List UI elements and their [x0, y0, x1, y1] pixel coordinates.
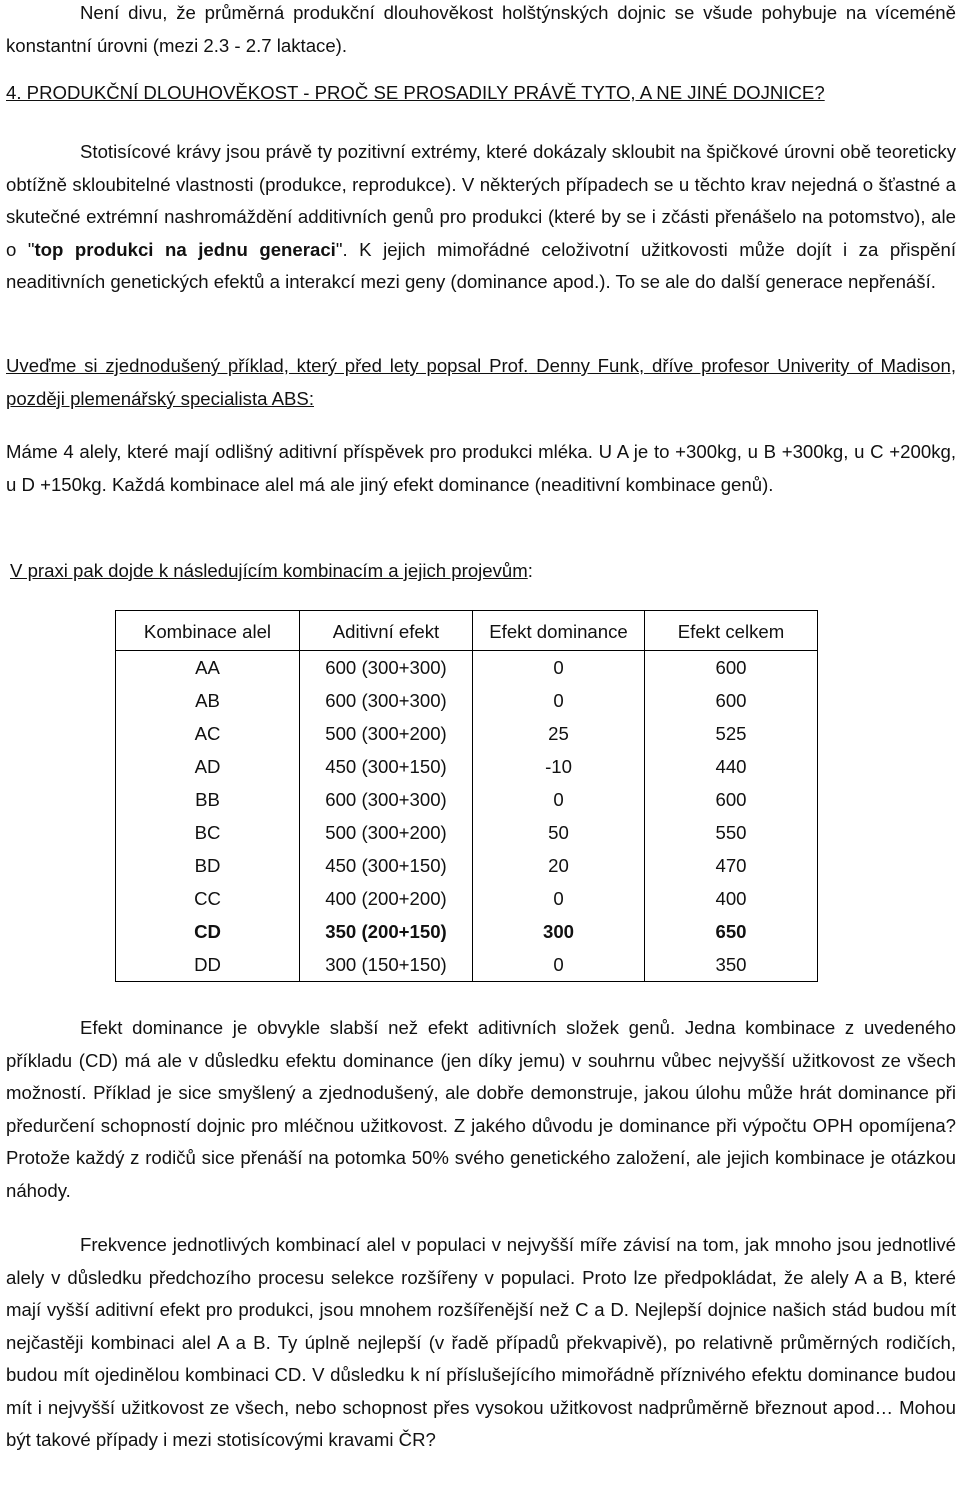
- cell-combination: BB: [116, 783, 300, 816]
- cell-total: 650: [645, 915, 818, 948]
- header-aditivni-efekt: Aditivní efekt: [300, 611, 473, 651]
- cell-total: 350: [645, 948, 818, 982]
- cell-total: 600: [645, 651, 818, 685]
- paragraph-1-text-start: Stotisícové krávy jsou právě ty pozitivní extrémy, které dokázaly skloubit na špičkové úrovni obě teoreticky obtížně skloubitelné vlastnosti (produkce, reprodukce). V některých případech se u těchto krav nejedná o šťastné a skutečné extrémní nashromáždění additivních genů pro produkci (které by se i zčásti přenášelo na potomstvo), ale o ": [6, 141, 956, 260]
- cell-combination: AD: [116, 750, 300, 783]
- table-row: [116, 684, 818, 717]
- table-row: [116, 849, 818, 882]
- allele-combination-table: [115, 610, 818, 982]
- paragraph-2: Máme 4 alely, které mají odlišný aditivní příspěvek pro produkci mléka. U A je to +300kg, u B +300kg, u C +200kg, u D +150kg. Každá kombinace alel má ale jiný efekt dominance (neaditivní kombinace genů).: [6, 441, 956, 495]
- cell-total: 400: [645, 882, 818, 915]
- paragraph-1: [6, 136, 956, 299]
- cell-additive: 500 (300+200): [300, 717, 473, 750]
- cell-additive: 450 (300+150): [300, 750, 473, 783]
- cell-dominance: 0: [473, 882, 645, 915]
- cell-combination: AC: [116, 717, 300, 750]
- cell-dominance: 20: [473, 849, 645, 882]
- paragraph-1-text-end: ". K jejich mimořádné celoživotní užitkovosti může dojít i za přispění neaditivních genetických efektů a interakcí mezi geny (dominance apod.). To se ale do další generace nepřenáší.: [6, 238, 956, 292]
- paragraph-3: Efekt dominance je obvykle slabší než efekt aditivních složek genů. Jedna kombinace z uvedeného příkladu (CD) má ale v důsledku efektu dominance (jen díky jemu) v souhrnu vůbec nejvyšší užitkovost ze všech možností. Příklad je sice smyšlený a zjednodušený, ale dobře demonstruje, jakou úlohu může hrát dominance při předurčení schopností dojnic pro mléčnou užitkovost. Z jakého důvodu je dominance při výpočtu OPH opomíjena? Protože každý z rodičů sice přenáší na potomka 50% svého genetického založení, ale jejich kombinace je otázkou náhody.: [6, 1017, 956, 1201]
- section-heading: 4. PRODUKČNÍ DLOUHOVĚKOST - PROČ SE PROSADILY PRÁVĚ TYTO, A NE JINÉ DOJNICE?: [6, 82, 825, 103]
- cell-combination: CC: [116, 882, 300, 915]
- table-row: [116, 882, 818, 915]
- cell-dominance: 50: [473, 816, 645, 849]
- table-row: [116, 783, 818, 816]
- table-row-highlighted: [116, 915, 818, 948]
- cell-dominance: 0: [473, 684, 645, 717]
- cell-combination: CD: [116, 915, 300, 948]
- cell-additive: 600 (300+300): [300, 684, 473, 717]
- cell-dominance: -10: [473, 750, 645, 783]
- table-body: [116, 651, 818, 982]
- intro-continuation: Není divu, že průměrná produkční dlouhověkost holštýnských dojnic se všude pohybuje na víceméně konstantní úrovni (mezi 2.3 - 2.7 laktace).: [6, 2, 956, 56]
- cell-combination: AB: [116, 684, 300, 717]
- cell-combination: BD: [116, 849, 300, 882]
- cell-additive: 600 (300+300): [300, 783, 473, 816]
- paragraph-1-bold-phrase: top produkci na jednu generaci: [34, 238, 336, 260]
- header-efekt-celkem: Efekt celkem: [645, 611, 818, 651]
- cell-additive: 500 (300+200): [300, 816, 473, 849]
- cell-combination: BC: [116, 816, 300, 849]
- table-intro-colon: :: [527, 560, 533, 581]
- example-intro-underlined-rest: Denny Funk, dříve profesor Univerity of Madison, později plemenářský specialista ABS:: [6, 355, 956, 409]
- table-row: [116, 750, 818, 783]
- cell-additive: 400 (200+200): [300, 882, 473, 915]
- paragraph-4: Frekvence jednotlivých kombinací alel v populaci v nejvyšší míře závisí na tom, jak mnoho jsou jednotlivé alely v důsledku předchozího procesu selekce rozšířeny v populaci. Proto lze předpokládat, že alely A a B, které mají vyšší aditivní efekt pro produkci, jsou mnohem rozšířenější než C a D. Nejlepší dojnice našich stád budou mít nejčastěji kombinaci alel A a B. Ty úplně nejlepší (v řadě případů překvapivě), po relativně průměrných rodičích, budou mít ojedinělou kombinaci CD. V důsledku k ní příslušejícího mimořádně příznivého efektu dominance budou mít i nejvyšší užitkovost ze všech, nebo schopnost přes vysokou užitkovost nadprůměrně březnout apod… Mohou být takové případy i mezi stotisícovými kravami ČR?: [6, 1234, 956, 1450]
- cell-additive: 300 (150+150): [300, 948, 473, 982]
- header-efekt-dominance: Efekt dominance: [473, 611, 645, 651]
- cell-total: 470: [645, 849, 818, 882]
- table-row: [116, 816, 818, 849]
- cell-total: 525: [645, 717, 818, 750]
- table-header-row: [116, 611, 818, 651]
- example-intro-underlined: Uveďme si zjednodušený příklad, který před lety popsal Prof.: [6, 355, 529, 376]
- allele-table-wrapper: [6, 610, 818, 982]
- cell-dominance: 0: [473, 948, 645, 982]
- cell-dominance: 300: [473, 915, 645, 948]
- cell-additive: 600 (300+300): [300, 651, 473, 685]
- cell-additive: 450 (300+150): [300, 849, 473, 882]
- cell-dominance: 25: [473, 717, 645, 750]
- table-intro-underlined: V praxi pak dojde k následujícím kombinacím a jejich projevům: [10, 560, 528, 581]
- cell-combination: AA: [116, 651, 300, 685]
- cell-total: 550: [645, 816, 818, 849]
- cell-total: 600: [645, 783, 818, 816]
- table-row: [116, 651, 818, 685]
- table-row: [116, 948, 818, 982]
- cell-dominance: 0: [473, 651, 645, 685]
- table-row: [116, 717, 818, 750]
- cell-total: 600: [645, 684, 818, 717]
- header-kombinace-alel: Kombinace alel: [116, 611, 300, 651]
- table-intro: [10, 555, 950, 588]
- cell-total: 440: [645, 750, 818, 783]
- cell-additive: 350 (200+150): [300, 915, 473, 948]
- cell-combination: DD: [116, 948, 300, 982]
- cell-dominance: 0: [473, 783, 645, 816]
- example-intro: [6, 350, 956, 415]
